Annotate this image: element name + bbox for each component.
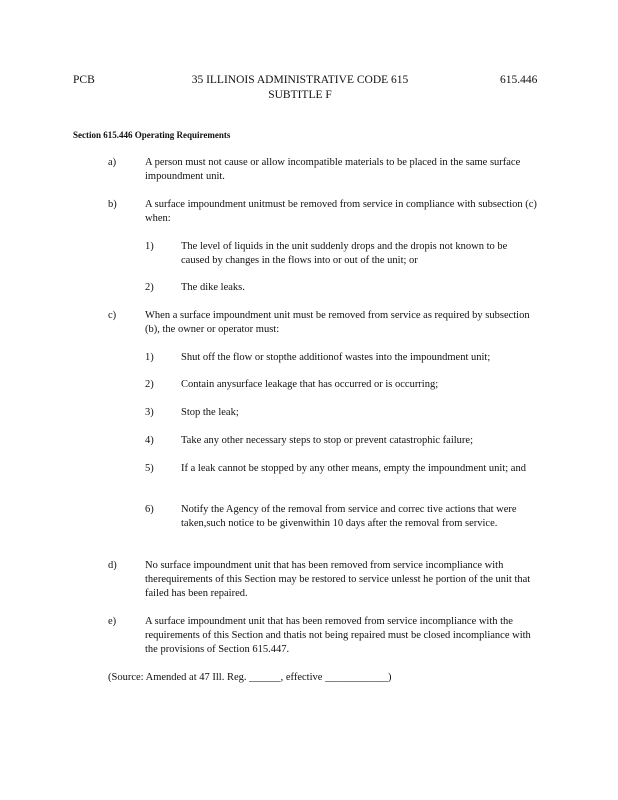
paragraph-d-text: No surface impoundment unit that has been removed from service incompliance with therequirements of this Section may be restored to service unlesst he portion of the unit that failed has been repaired. [145,560,531,599]
paragraph-b-item-2-text: The dike leaks. [181,282,245,293]
paragraph-c-item-5-label: 5) [145,463,154,474]
paragraph-c-item-3-label: 3) [145,407,154,418]
header-code-title [150,73,450,103]
paragraph-b-text: A surface impoundment unitmust be removed from service in compliance with subsection (c) when: [145,199,537,224]
paragraph-b-label: b) [108,199,117,210]
section-heading: Section 615.446 Operating Requirements [73,130,231,140]
paragraph-e-text: A surface impoundment unit that has been removed from service incompliance with the requirements of this Section and thatis not being repaired must be closed incompliance with the provisions of Section 615.447. [145,616,531,655]
paragraph-b-item-1-label: 1) [145,241,154,252]
paragraph-a-text: A person must not cause or allow incompatible materials to be placed in the same surface impoundment unit. [145,157,521,182]
header-agency: PCB [73,74,95,86]
paragraph-c-label: c) [108,310,117,321]
paragraph-d-label: d) [108,560,117,571]
paragraph-c-item-6-label: 6) [145,504,154,515]
paragraph-a-label: a) [108,157,117,168]
paragraph-c-item-3-text: Stop the leak; [181,407,239,418]
paragraph-c-item-1-text: Shut off the flow or stopthe additionof wastes into the impoundment unit; [181,352,491,363]
source-note: (Source: Amended at 47 Ill. Reg. ______, effective ____________) [108,672,392,683]
paragraph-e-label: e) [108,616,117,627]
paragraph-c-text: When a surface impoundment unit must be removed from service as required by subsection (b), the owner or operator must: [145,310,530,335]
paragraph-c-item-4-label: 4) [145,435,154,446]
paragraph-c-item-1-label: 1) [145,352,154,363]
header-code-line: 35 ILLINOIS ADMINISTRATIVE CODE 615 [191,74,409,86]
paragraph-c-item-6-text: Notify the Agency of the removal from service and correc tive actions that were taken,such notice to be givenwithin 10 days after the removal from service. [181,504,517,529]
paragraph-c-item-2-label: 2) [145,379,154,390]
paragraph-c-item-2-text: Contain anysurface leakage that has occurred or is occurring; [181,379,439,390]
header-subtitle-line: SUBTITLE F [268,89,332,101]
paragraph-b-item-2-label: 2) [145,282,154,293]
paragraph-c-item-5-text: If a leak cannot be stopped by any other means, empty the impoundment unit; and [181,463,526,474]
header-section-number: 615.446 [500,74,538,86]
paragraph-b-item-1-text: The level of liquids in the unit suddenly drops and the dropis not known to be caused by changes in the flows into or out of the unit; or [181,241,508,266]
paragraph-c-item-4-text: Take any other necessary steps to stop or prevent catastrophic failure; [181,435,473,446]
